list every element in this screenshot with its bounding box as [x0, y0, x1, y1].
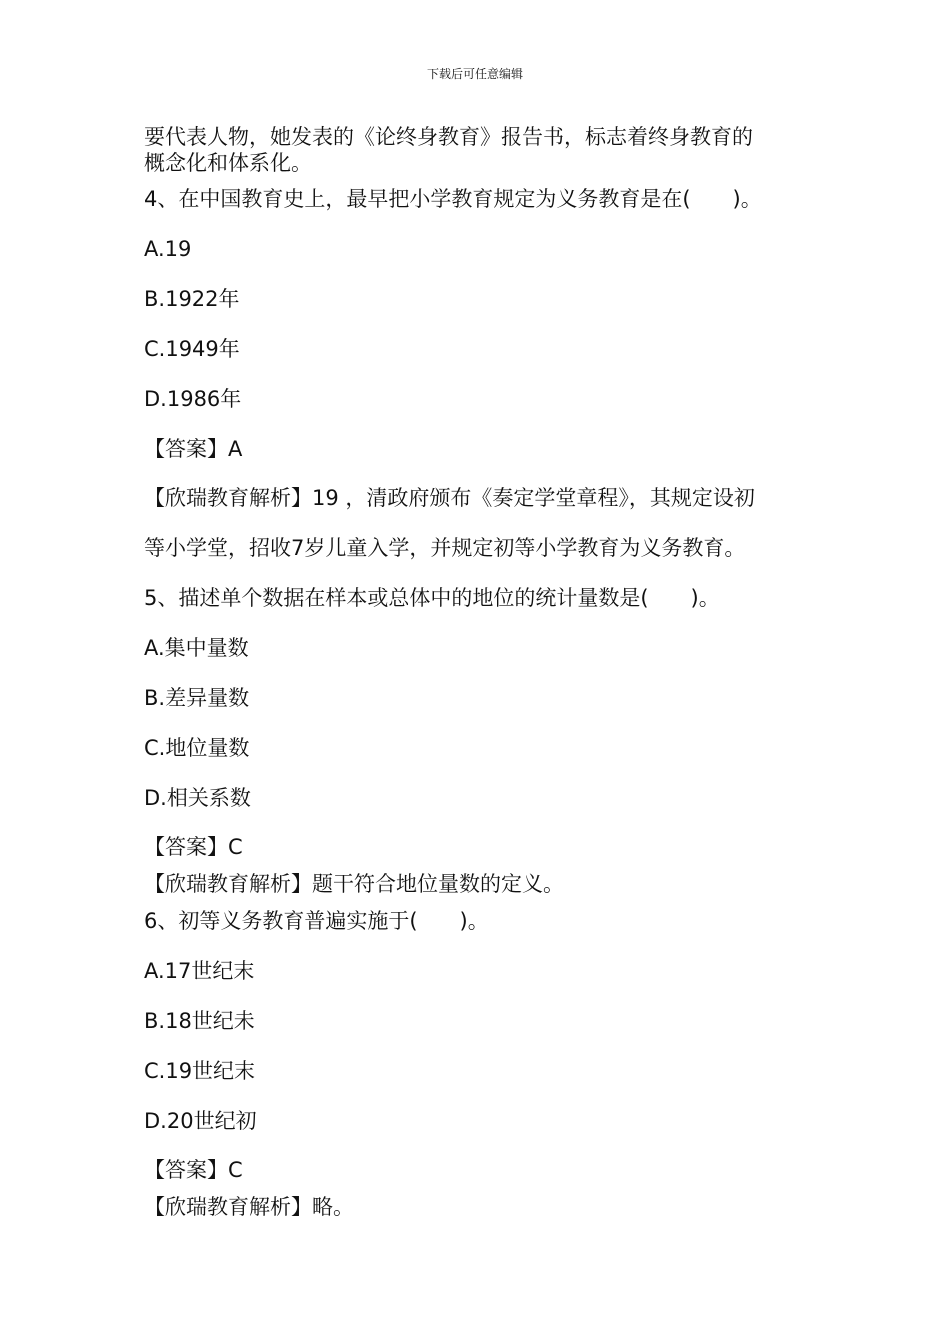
intro-line: 概念化和体系化。 [144, 151, 312, 175]
option-c: C.19世纪末 [144, 1059, 256, 1083]
option-d: D.1986年 [144, 387, 242, 411]
question-stem: 5、描述单个数据在样本或总体中的地位的统计量数是( )。 [144, 586, 720, 610]
answer-line: 【答案】C [144, 835, 243, 859]
option-a: A.19 [144, 237, 192, 261]
option-a: A.17世纪末 [144, 959, 255, 983]
option-b: B.差异量数 [144, 686, 250, 710]
option-c: C.地位量数 [144, 736, 250, 760]
page-header: 下载后可任意编辑 [426, 67, 523, 81]
option-b: B.18世纪未 [144, 1009, 255, 1033]
analysis-line: 【欣瑞教育解析】略。 [144, 1195, 354, 1219]
question-stem: 4、在中国教育史上，最早把小学教育规定为义务教育是在( )。 [144, 187, 762, 211]
option-d: D.20世纪初 [144, 1109, 257, 1133]
analysis-line: 等小学堂，招收7岁儿童入学，并规定初等小学教育为义务教育。 [144, 536, 746, 560]
option-a: A.集中量数 [144, 636, 249, 660]
analysis-line: 【欣瑞教育解析】题干符合地位量数的定义。 [144, 872, 564, 896]
option-d: D.相关系数 [144, 786, 251, 810]
option-b: B.1922年 [144, 287, 240, 311]
answer-line: 【答案】C [144, 1158, 243, 1182]
option-c: C.1949年 [144, 337, 240, 361]
analysis-line: 【欣瑞教育解析】19 ，清政府颁布《奏定学堂章程》，其规定设初 [144, 486, 755, 510]
question-stem: 6、初等义务教育普遍实施于( )。 [144, 909, 489, 933]
answer-line: 【答案】A [144, 437, 243, 461]
intro-line: 要代表人物，她发表的《论终身教育》报告书，标志着终身教育的 [144, 125, 753, 149]
